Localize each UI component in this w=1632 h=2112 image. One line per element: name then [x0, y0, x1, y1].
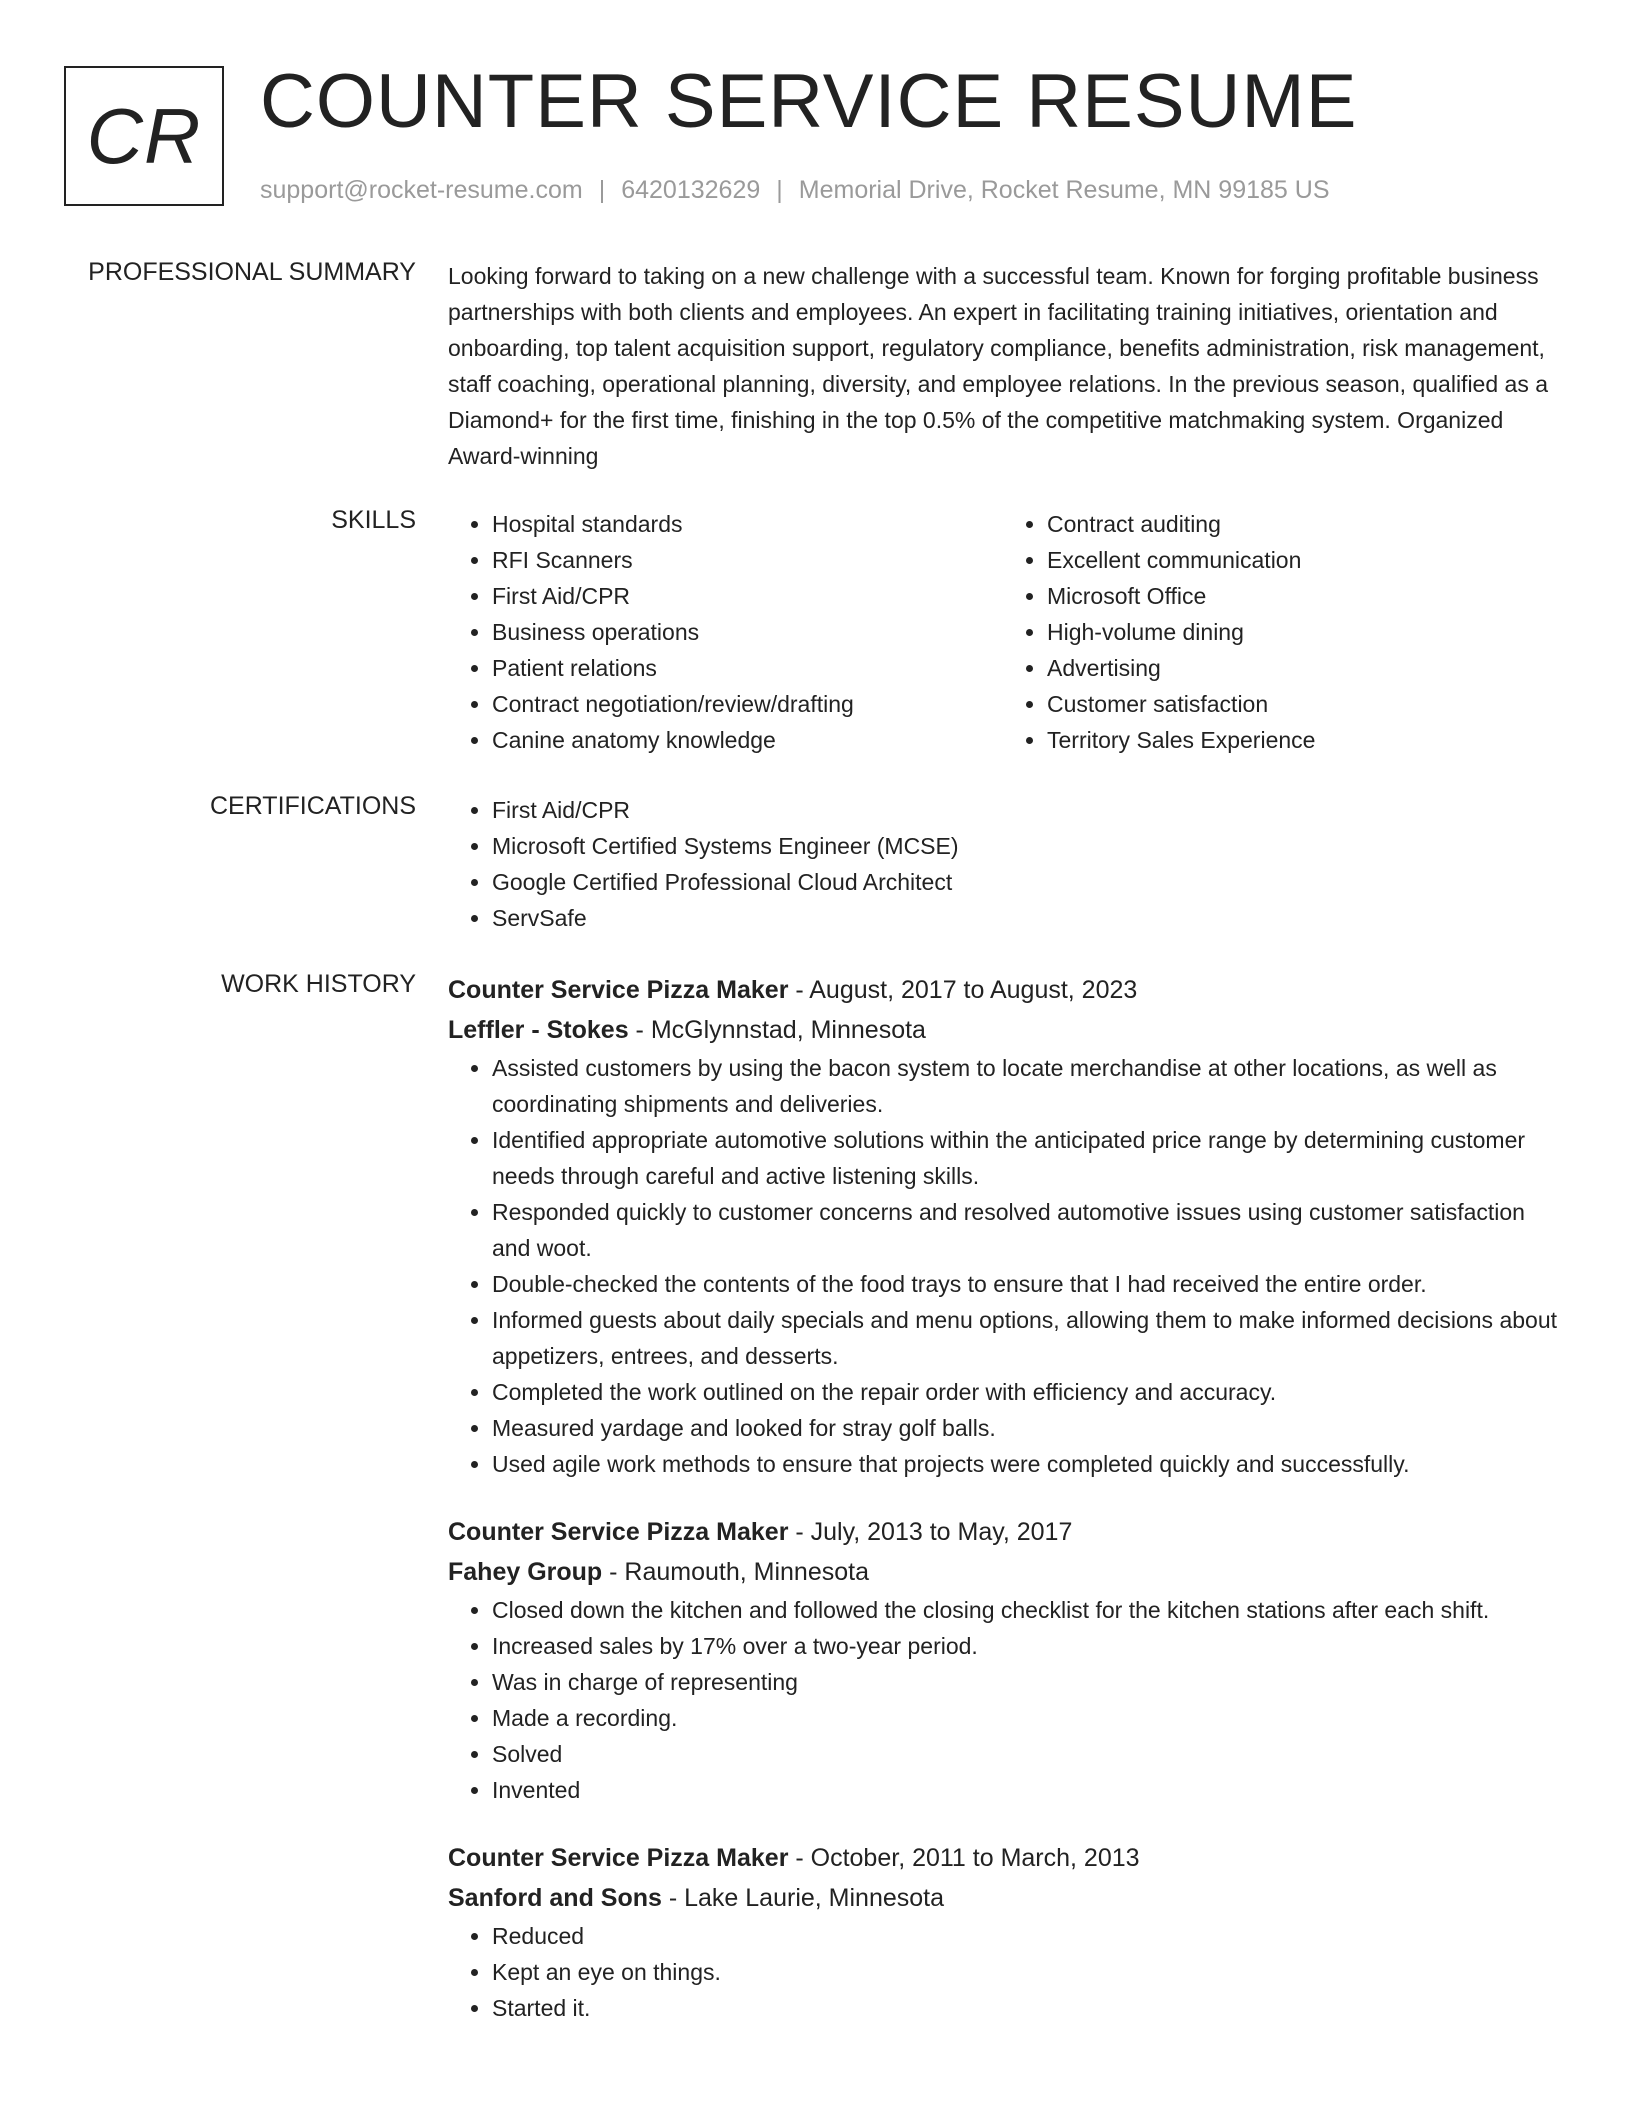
- section-label-summary: PROFESSIONAL SUMMARY: [88, 258, 416, 286]
- job-location: - Raumouth, Minnesota: [602, 1558, 869, 1586]
- job-company-line: [448, 1878, 1558, 1918]
- job-company: Sanford and Sons: [448, 1884, 662, 1912]
- skill-item: • First Aid/CPR: [492, 578, 1003, 614]
- skill-item: • Advertising: [1047, 650, 1558, 686]
- job-duties-list: [448, 1592, 1558, 1808]
- job-dates: - July, 2013 to May, 2017: [788, 1518, 1073, 1546]
- job-duty: • Informed guests about daily specials and menu options, allowing them to make informed decisions about appetizers, entrees, and desserts.: [492, 1302, 1558, 1374]
- job-duty: • Measured yardage and looked for stray golf balls.: [492, 1410, 1558, 1446]
- job-company-line: [448, 1010, 1558, 1050]
- job-duty: • Reduced: [492, 1918, 1558, 1954]
- certification-item: • Microsoft Certified Systems Engineer (MCSE): [492, 828, 1558, 864]
- job-location: - McGlynnstad, Minnesota: [628, 1016, 926, 1044]
- contact-line: [260, 176, 1330, 205]
- skill-item: • High-volume dining: [1047, 614, 1558, 650]
- contact-email: support@rocket-resume.com: [260, 176, 583, 204]
- skill-item: • Canine anatomy knowledge: [492, 722, 1003, 758]
- certification-item: • Google Certified Professional Cloud Architect: [492, 864, 1558, 900]
- job-duty: • Was in charge of representing: [492, 1664, 1558, 1700]
- skill-item: • Patient relations: [492, 650, 1003, 686]
- skill-item: • Territory Sales Experience: [1047, 722, 1558, 758]
- summary-text: Looking forward to taking on a new challenge with a successful team. Known for forging profitable business partnerships with both clients and employees. An expert in facilitating training initiatives, orientation and onboarding, top talent acquisition support, regulatory compliance, benefits administration, risk management, staff coaching, operational planning, diversity, and employee relations. In the previous season, qualified as a Diamond+ for the first time, finishing in the top 0.5% of the competitive matchmaking system. Organized Award-winning: [448, 263, 1549, 469]
- job-duty: • Increased sales by 17% over a two-year period.: [492, 1628, 1558, 1664]
- job-company: Leffler - Stokes: [448, 1016, 629, 1044]
- skill-item: • Excellent communication: [1047, 542, 1558, 578]
- job-title-line: [448, 970, 1558, 1010]
- job-entry: [448, 970, 1558, 1482]
- job-title-line: [448, 1838, 1558, 1878]
- skills-list-right: [1003, 506, 1558, 758]
- job-duty: • Used agile work methods to ensure that projects were completed quickly and successfully.: [492, 1446, 1558, 1482]
- job-duty: • Completed the work outlined on the repair order with efficiency and accuracy.: [492, 1374, 1558, 1410]
- section-label-work-history: WORK HISTORY: [221, 970, 416, 998]
- skill-item: • Contract auditing: [1047, 506, 1558, 542]
- job-duty: • Closed down the kitchen and followed the closing checklist for the kitchen stations after each shift.: [492, 1592, 1558, 1628]
- skill-item: • Hospital standards: [492, 506, 1003, 542]
- skill-item: • Microsoft Office: [1047, 578, 1558, 614]
- job-duty: • Kept an eye on things.: [492, 1954, 1558, 1990]
- job-title: Counter Service Pizza Maker: [448, 976, 789, 1004]
- job-entry: [448, 1512, 1558, 1808]
- job-duty: • Invented: [492, 1772, 1558, 1808]
- job-duty: • Responded quickly to customer concerns and resolved automotive issues using customer satisfaction and woot.: [492, 1194, 1558, 1266]
- job-duties-list: [448, 1050, 1558, 1482]
- certifications-list: [448, 792, 1558, 936]
- job-title: Counter Service Pizza Maker: [448, 1518, 789, 1546]
- resume-header: [64, 59, 1564, 214]
- job-title-line: [448, 1512, 1558, 1552]
- section-label-certifications: CERTIFICATIONS: [209, 792, 416, 820]
- certification-item: • First Aid/CPR: [492, 792, 1558, 828]
- job-duty: • Identified appropriate automotive solutions within the anticipated price range by determining customer needs through careful and active listening skills.: [492, 1122, 1558, 1194]
- job-duties-list: [448, 1918, 1558, 2026]
- certification-item: • ServSafe: [492, 900, 1558, 936]
- resume-title: COUNTER SERVICE RESUME: [260, 59, 1358, 144]
- job-duty: • Started it.: [492, 1990, 1558, 2026]
- job-company: Fahey Group: [448, 1558, 603, 1586]
- skill-item: • Business operations: [492, 614, 1003, 650]
- job-duty: • Solved: [492, 1736, 1558, 1772]
- contact-separator: |: [776, 176, 783, 204]
- job-dates: - August, 2017 to August, 2023: [788, 976, 1138, 1004]
- job-entry: [448, 1838, 1558, 2026]
- job-duty: • Made a recording.: [492, 1700, 1558, 1736]
- job-location: - Lake Laurie, Minnesota: [661, 1884, 945, 1912]
- job-duty: • Double-checked the contents of the food trays to ensure that I had received the entire order.: [492, 1266, 1558, 1302]
- job-title: Counter Service Pizza Maker: [448, 1844, 789, 1872]
- contact-separator: |: [598, 176, 606, 204]
- skill-item: • RFI Scanners: [492, 542, 1003, 578]
- job-duty: • Assisted customers by using the bacon system to locate merchandise at other locations, as well as coordinating shipments and deliveries.: [492, 1050, 1558, 1122]
- contact-address: Memorial Drive, Rocket Resume, MN 99185 US: [798, 176, 1330, 204]
- job-dates: - October, 2011 to March, 2013: [788, 1844, 1140, 1872]
- skill-item: • Customer satisfaction: [1047, 686, 1558, 722]
- skills-list-left: [448, 506, 1003, 758]
- monogram-logo: CR: [64, 66, 224, 206]
- job-company-line: [448, 1552, 1558, 1592]
- skill-item: • Contract negotiation/review/drafting: [492, 686, 1003, 722]
- contact-phone: 6420132629: [621, 176, 761, 204]
- section-label-skills: SKILLS: [331, 506, 416, 534]
